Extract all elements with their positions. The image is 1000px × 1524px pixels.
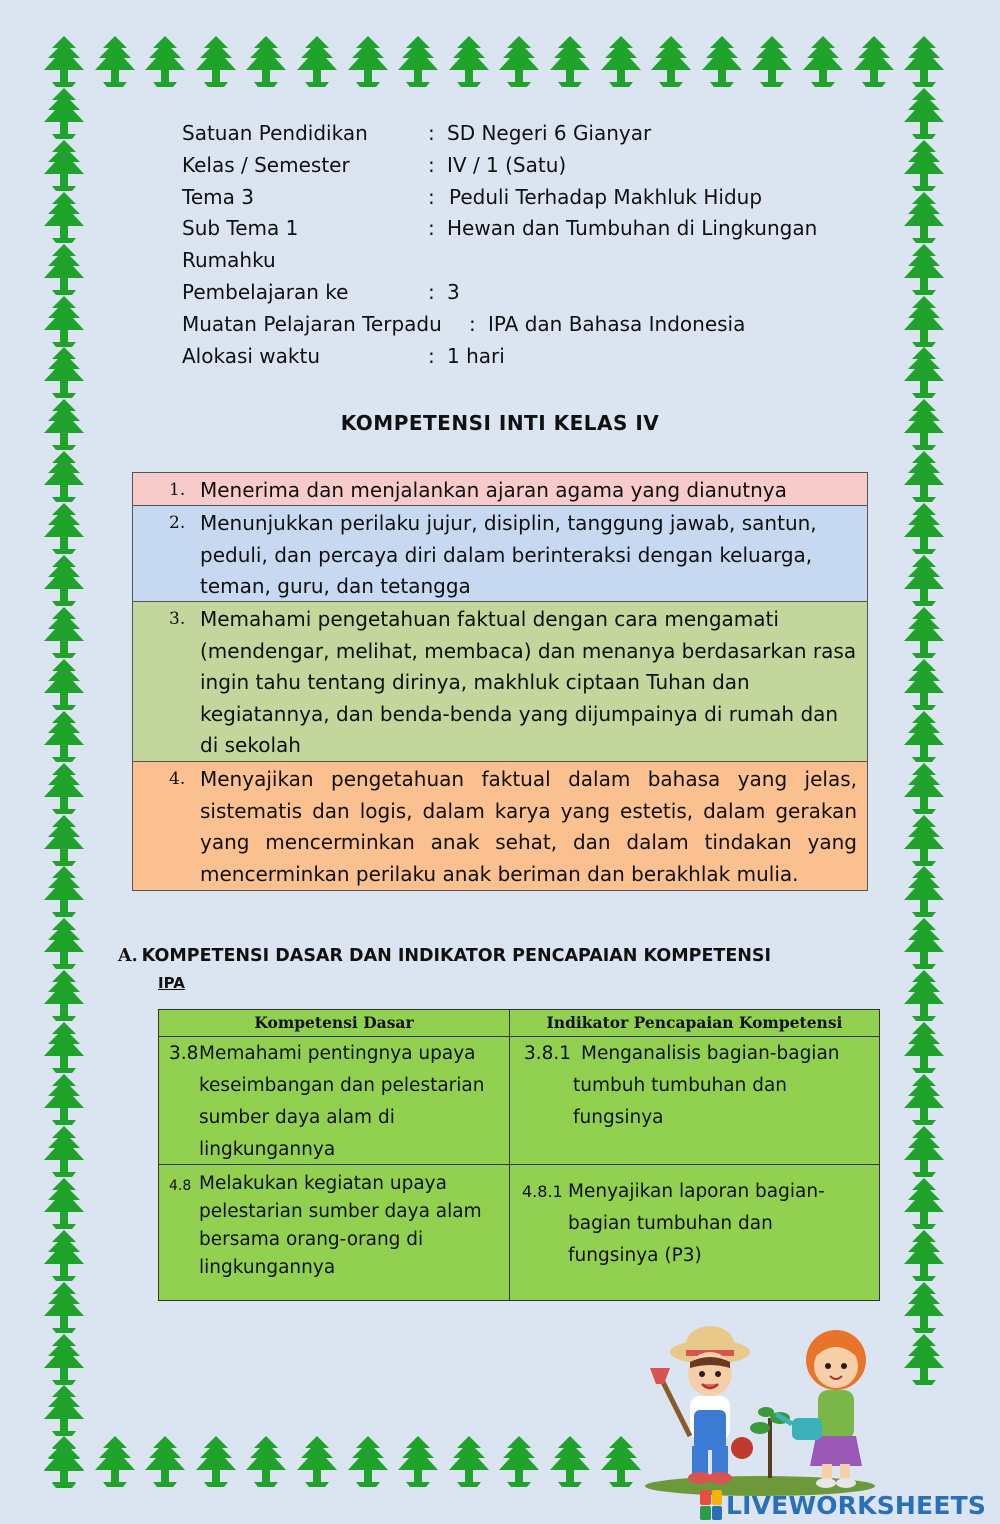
tree-icon (902, 918, 946, 970)
tree-icon (447, 1436, 491, 1488)
indikator-text-content: Menganalisis bagian-bagian tumbuh tumbuhan dan fungsinya (573, 1043, 840, 1128)
tree-icon (750, 36, 794, 88)
tree-icon (902, 347, 946, 399)
tree-icon (599, 1436, 643, 1488)
tree-icon (902, 36, 946, 88)
tree-icon (42, 1282, 86, 1334)
tree-icon (902, 88, 946, 140)
kd-header-kompetensi: Kompetensi Dasar (159, 1010, 509, 1037)
info-value: IPA dan Bahasa Indonesia (488, 311, 746, 336)
tree-icon (42, 1178, 86, 1230)
tree-icon (902, 192, 946, 244)
tree-icon (902, 970, 946, 1022)
tree-icon (902, 1126, 946, 1178)
kd-text-content: Memahami pentingnya upaya keseimbangan dan pelestarian sumber daya alam di lingkungannya (199, 1043, 485, 1160)
tree-icon (447, 36, 491, 88)
tree-icon (346, 1436, 390, 1488)
tree-icon (902, 244, 946, 296)
tree-icon (295, 36, 339, 88)
tree-icon (42, 296, 86, 348)
indikator-code: 4.8.1 (522, 1182, 563, 1201)
tree-icon (902, 763, 946, 815)
kd-text: Melakukan kegiatan upaya pelestarian sumber daya alam bersama orang-orang di lingkungannya (199, 1173, 482, 1278)
tree-icon (42, 815, 86, 867)
tree-icon (42, 1230, 86, 1282)
tree-icon (143, 1436, 187, 1488)
tree-icon (295, 1436, 339, 1488)
indikator-text (573, 1038, 863, 1134)
kd-divider (509, 1010, 510, 1300)
ki-row (133, 602, 867, 762)
ki-number: 4. (169, 769, 186, 789)
kd-heading-letter: A. (118, 946, 138, 966)
tree-icon (902, 1074, 946, 1126)
logo-mark-icon (700, 1490, 722, 1520)
tree-icon (902, 1334, 946, 1386)
ki-text: Menerima dan menjalankan ajaran agama yang dianutnya (200, 478, 787, 502)
tree-icon (42, 763, 86, 815)
info-label: Alokasi waktu (182, 343, 321, 368)
indikator-text: Menyajikan laporan bagian-bagian tumbuhan dan fungsinya (P3) (568, 1181, 825, 1266)
kd-cell (169, 1170, 504, 1296)
tree-icon (42, 192, 86, 244)
info-sep: : (428, 184, 435, 209)
tree-icon (194, 1436, 238, 1488)
tree-icon (93, 1436, 137, 1488)
tree-icon (194, 36, 238, 88)
tree-icon (801, 36, 845, 88)
ki-row (133, 473, 867, 506)
tree-icon (42, 36, 86, 88)
logo-text: LIVEWORKSHEETS (726, 1490, 987, 1520)
tree-icon (42, 1022, 86, 1074)
tree-icon (902, 607, 946, 659)
tree-icon (346, 36, 390, 88)
info-sep: : (428, 152, 435, 177)
info-sep: : (469, 311, 476, 336)
tree-icon (700, 36, 744, 88)
tree-icon (902, 503, 946, 555)
tree-icon (902, 1022, 946, 1074)
tree-icon (244, 36, 288, 88)
info-sep: : (428, 343, 435, 368)
indikator-cell (524, 1038, 874, 1164)
tree-icon (649, 36, 693, 88)
ki-table (132, 472, 868, 891)
ki-text: Menunjukkan perilaku jujur, disiplin, tanggung jawab, santun, peduli, dan percaya diri dalam berinteraksi dengan keluarga, teman, guru, dan tetangga (200, 511, 817, 598)
info-label: Rumahku (182, 248, 276, 273)
kd-header-indikator: Indikator Pencapaian Kompetensi (510, 1010, 879, 1037)
indikator-cell (522, 1176, 874, 1296)
tree-icon (902, 866, 946, 918)
info-value: Hewan dan Tumbuhan di Lingkungan (447, 216, 818, 241)
tree-icon (42, 970, 86, 1022)
kids-gardening-illustration (640, 1318, 880, 1496)
tree-icon (902, 296, 946, 348)
tree-icon (42, 503, 86, 555)
tree-icon (548, 36, 592, 88)
indikator-code: 3.8.1 (524, 1043, 572, 1064)
tree-icon (42, 1334, 86, 1386)
info-value: 3 (447, 279, 460, 304)
kd-heading (118, 946, 771, 966)
tree-icon (902, 815, 946, 867)
ki-heading: KOMPETENSI INTI KELAS IV (340, 411, 660, 435)
kd-cell (169, 1038, 504, 1164)
info-value: 1 hari (447, 343, 505, 368)
tree-icon (93, 36, 137, 88)
tree-icon (42, 607, 86, 659)
tree-icon (42, 918, 86, 970)
info-value: Peduli Terhadap Makhluk Hidup (449, 184, 763, 209)
ki-number: 1. (169, 480, 186, 500)
info-label: Satuan Pendidikan (182, 121, 368, 145)
kd-subject: IPA (158, 974, 185, 992)
tree-icon (852, 36, 896, 88)
tree-icon (42, 866, 86, 918)
liveworksheets-logo (700, 1488, 986, 1522)
kd-code: 3.8 (169, 1043, 199, 1064)
tree-icon (902, 555, 946, 607)
tree-icon (902, 1282, 946, 1334)
tree-icon (42, 244, 86, 296)
tree-icon (396, 36, 440, 88)
tree-icon (497, 1436, 541, 1488)
info-label: Sub Tema 1 (182, 216, 299, 241)
info-label: Muatan Pelajaran Terpadu (182, 311, 442, 336)
info-sep: : (428, 121, 435, 145)
tree-icon (902, 140, 946, 192)
ki-number: 2. (169, 513, 186, 533)
tree-icon (42, 1437, 86, 1489)
ki-text: Menyajikan pengetahuan faktual dalam bahasa yang jelas, sistematis dan logis, dalam karya yang estetis, dalam gerakan yang mencerminkan anak sehat, dan dalam tindakan yang mencerminkan perilaku anak beriman dan berakhlak mulia. (200, 767, 857, 886)
info-label: Pembelajaran ke (182, 279, 349, 304)
tree-icon (902, 1178, 946, 1230)
info-sep: : (428, 216, 435, 241)
tree-icon (42, 1074, 86, 1126)
tree-icon (143, 36, 187, 88)
tree-icon (42, 1126, 86, 1178)
kd-heading-text: KOMPETENSI DASAR DAN INDIKATOR PENCAPAIAN KOMPETENSI (141, 946, 772, 966)
tree-icon (548, 1436, 592, 1488)
info-value: SD Negeri 6 Gianyar (447, 121, 652, 145)
tree-icon (42, 451, 86, 503)
ki-row (133, 506, 867, 602)
info-sep: : (428, 279, 435, 304)
info-label: Kelas / Semester (182, 152, 350, 177)
ki-text: Memahami pengetahuan faktual dengan cara mengamati (mendengar, melihat, membaca) dan menanya berdasarkan rasa ingin tahu tentang dirinya, makhluk ciptaan Tuhan dan kegiatannya, dan benda-benda yang dijumpainya di rumah dan di sekolah (200, 607, 857, 757)
tree-icon (42, 140, 86, 192)
info-label: Tema 3 (182, 184, 254, 209)
tree-icon (902, 451, 946, 503)
tree-icon (42, 555, 86, 607)
tree-icon (902, 1230, 946, 1282)
tree-icon (599, 36, 643, 88)
tree-icon (42, 659, 86, 711)
kd-text (199, 1038, 499, 1166)
tree-icon (42, 347, 86, 399)
tree-icon (497, 36, 541, 88)
tree-icon (244, 1436, 288, 1488)
ki-number: 3. (169, 609, 186, 629)
ki-row (133, 762, 867, 890)
tree-icon (396, 1436, 440, 1488)
kd-table (158, 1009, 880, 1301)
tree-icon (902, 711, 946, 763)
tree-icon (902, 659, 946, 711)
kd-code: 4.8 (169, 1178, 192, 1194)
tree-icon (42, 88, 86, 140)
tree-icon (42, 1385, 86, 1437)
tree-icon (42, 711, 86, 763)
info-value: IV / 1 (Satu) (447, 152, 567, 177)
